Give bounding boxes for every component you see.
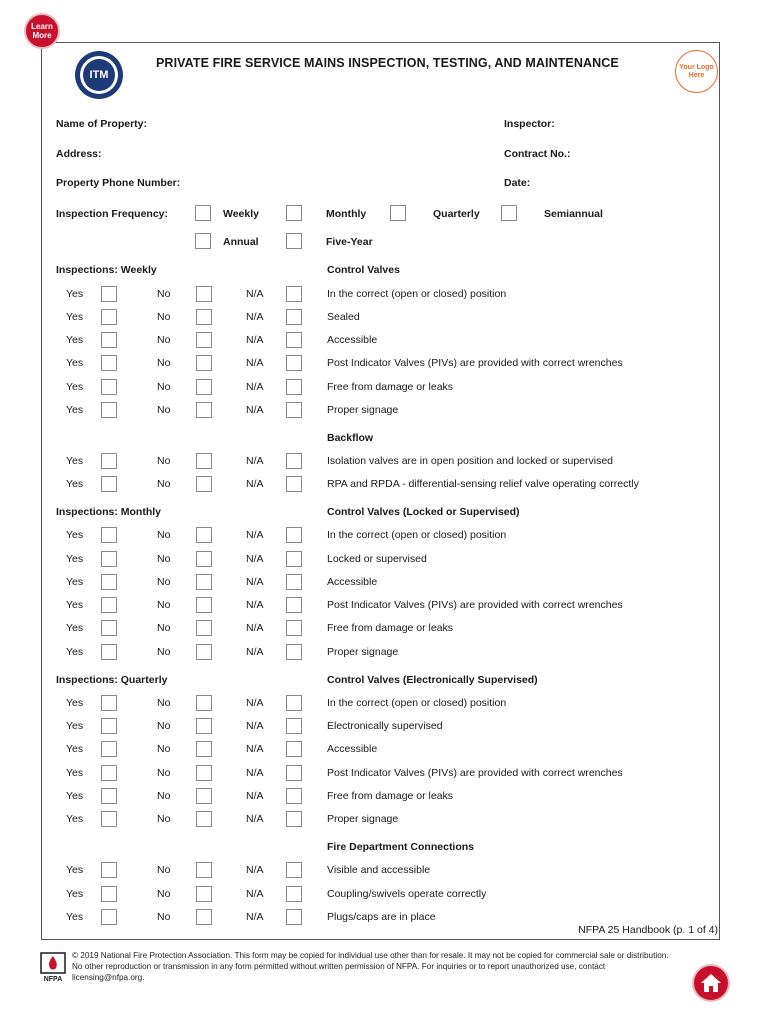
yes-checkbox[interactable] bbox=[101, 286, 117, 302]
no-checkbox[interactable] bbox=[196, 788, 212, 804]
no-label: No bbox=[157, 864, 171, 876]
no-label: No bbox=[157, 357, 171, 369]
na-checkbox[interactable] bbox=[286, 527, 302, 543]
yes-label: Yes bbox=[66, 813, 84, 825]
itm-logo-text: ITM bbox=[89, 69, 109, 81]
na-label: N/A bbox=[246, 767, 264, 779]
na-label: N/A bbox=[246, 911, 264, 923]
no-label: No bbox=[157, 404, 171, 416]
yes-label: Yes bbox=[66, 599, 84, 611]
yes-checkbox[interactable] bbox=[101, 476, 117, 492]
checklist-row bbox=[0, 888, 768, 908]
yes-label: Yes bbox=[66, 911, 84, 923]
checklist-item-description: Electronically supervised bbox=[327, 720, 443, 732]
frequency-annual-label: Annual bbox=[223, 236, 259, 248]
na-checkbox[interactable] bbox=[286, 741, 302, 757]
na-label: N/A bbox=[246, 790, 264, 802]
checklist-item-description: Sealed bbox=[327, 311, 360, 323]
checklist-item-description: Post Indicator Valves (PIVs) are provided with correct wrenches bbox=[327, 599, 623, 611]
frequency-monthly-checkbox[interactable] bbox=[286, 205, 302, 221]
na-checkbox[interactable] bbox=[286, 909, 302, 925]
no-label: No bbox=[157, 576, 171, 588]
na-checkbox[interactable] bbox=[286, 476, 302, 492]
checklist-item-description: Proper signage bbox=[327, 646, 399, 658]
na-checkbox[interactable] bbox=[286, 788, 302, 804]
checklist-row bbox=[0, 404, 768, 424]
yes-checkbox[interactable] bbox=[101, 695, 117, 711]
yes-label: Yes bbox=[66, 646, 84, 658]
section-title-fire-department-connections: Fire Department Connections bbox=[327, 841, 475, 853]
checklist-row bbox=[0, 767, 768, 787]
checklist-item-description: In the correct (open or closed) position bbox=[327, 529, 507, 541]
checklist-row bbox=[0, 381, 768, 401]
yes-checkbox[interactable] bbox=[101, 718, 117, 734]
inspection-frequency-label: Inspection Frequency: bbox=[56, 208, 169, 220]
no-checkbox[interactable] bbox=[196, 574, 212, 590]
na-checkbox[interactable] bbox=[286, 811, 302, 827]
address-label: Address: bbox=[56, 148, 102, 160]
checklist-row bbox=[0, 813, 768, 833]
yes-label: Yes bbox=[66, 455, 84, 467]
checklist-item-description: Coupling/swivels operate correctly bbox=[327, 888, 487, 900]
checklist-row bbox=[0, 790, 768, 810]
frequency-five-year-label: Five-Year bbox=[326, 236, 373, 248]
na-checkbox[interactable] bbox=[286, 597, 302, 613]
home-button[interactable] bbox=[692, 964, 730, 1002]
na-checkbox[interactable] bbox=[286, 574, 302, 590]
no-label: No bbox=[157, 646, 171, 658]
no-checkbox[interactable] bbox=[196, 476, 212, 492]
checklist-row bbox=[0, 720, 768, 740]
yes-label: Yes bbox=[66, 478, 84, 490]
checklist-item-description: Isolation valves are in open position and locked or supervised bbox=[327, 455, 614, 467]
property-phone-label: Property Phone Number: bbox=[56, 177, 181, 189]
checklist-item-description: Free from damage or leaks bbox=[327, 381, 454, 393]
checklist-item-description: Post Indicator Valves (PIVs) are provided with correct wrenches bbox=[327, 357, 623, 369]
yes-checkbox[interactable] bbox=[101, 527, 117, 543]
checklist-row bbox=[0, 288, 768, 308]
no-checkbox[interactable] bbox=[196, 765, 212, 781]
na-label: N/A bbox=[246, 553, 264, 565]
yes-checkbox[interactable] bbox=[101, 574, 117, 590]
yes-label: Yes bbox=[66, 790, 84, 802]
yes-label: Yes bbox=[66, 357, 84, 369]
yes-checkbox[interactable] bbox=[101, 909, 117, 925]
yes-checkbox[interactable] bbox=[101, 765, 117, 781]
learn-more-button[interactable] bbox=[24, 13, 60, 49]
home-icon bbox=[700, 973, 722, 993]
yes-checkbox[interactable] bbox=[101, 332, 117, 348]
frequency-monthly-label: Monthly bbox=[326, 208, 367, 220]
no-checkbox[interactable] bbox=[196, 811, 212, 827]
no-checkbox[interactable] bbox=[196, 551, 212, 567]
no-label: No bbox=[157, 455, 171, 467]
na-checkbox[interactable] bbox=[286, 620, 302, 636]
yes-label: Yes bbox=[66, 529, 84, 541]
no-checkbox[interactable] bbox=[196, 309, 212, 325]
na-label: N/A bbox=[246, 455, 264, 467]
checklist-row bbox=[0, 553, 768, 573]
form-title: PRIVATE FIRE SERVICE MAINS INSPECTION, TESTING, AND MAINTENANCE bbox=[156, 56, 619, 70]
checklist-item-description: Accessible bbox=[327, 743, 378, 755]
frequency-weekly-label: Weekly bbox=[223, 208, 259, 220]
no-checkbox[interactable] bbox=[196, 527, 212, 543]
yes-label: Yes bbox=[66, 311, 84, 323]
na-checkbox[interactable] bbox=[286, 718, 302, 734]
yes-label: Yes bbox=[66, 767, 84, 779]
checklist-row bbox=[0, 529, 768, 549]
copyright-notice: © 2019 National Fire Protection Association. This form may be copied for individual use other than for resale. It may not be copied for commercial sale or distribution. No other reproduction or transmission in any form permitted without written permission of NFPA. For inquiries or to report unauthorized use, contact licensing@nfpa.org. bbox=[72, 951, 669, 982]
no-label: No bbox=[157, 790, 171, 802]
checklist-row bbox=[0, 864, 768, 884]
frequency-semiannual-checkbox[interactable] bbox=[501, 205, 517, 221]
logo-placeholder-text: Your Logo Here bbox=[679, 63, 714, 79]
frequency-semiannual-label: Semiannual bbox=[544, 208, 603, 220]
na-checkbox[interactable] bbox=[286, 453, 302, 469]
yes-checkbox[interactable] bbox=[101, 402, 117, 418]
yes-label: Yes bbox=[66, 622, 84, 634]
checklist-item-description: In the correct (open or closed) position bbox=[327, 697, 507, 709]
contract-no-label: Contract No.: bbox=[504, 148, 571, 160]
checklist-row bbox=[0, 311, 768, 331]
no-label: No bbox=[157, 553, 171, 565]
yes-label: Yes bbox=[66, 576, 84, 588]
yes-checkbox[interactable] bbox=[101, 644, 117, 660]
na-label: N/A bbox=[246, 720, 264, 732]
no-label: No bbox=[157, 911, 171, 923]
na-checkbox[interactable] bbox=[286, 286, 302, 302]
yes-checkbox[interactable] bbox=[101, 551, 117, 567]
no-checkbox[interactable] bbox=[196, 644, 212, 660]
no-checkbox[interactable] bbox=[196, 355, 212, 371]
checklist-item-description: Proper signage bbox=[327, 404, 399, 416]
no-label: No bbox=[157, 478, 171, 490]
frequency-quarterly-checkbox[interactable] bbox=[390, 205, 406, 221]
na-label: N/A bbox=[246, 311, 264, 323]
na-label: N/A bbox=[246, 478, 264, 490]
no-label: No bbox=[157, 697, 171, 709]
no-label: No bbox=[157, 599, 171, 611]
yes-checkbox[interactable] bbox=[101, 741, 117, 757]
date-label: Date: bbox=[504, 177, 531, 189]
checklist-item-description: In the correct (open or closed) position bbox=[327, 288, 507, 300]
yes-label: Yes bbox=[66, 381, 84, 393]
na-label: N/A bbox=[246, 404, 264, 416]
na-label: N/A bbox=[246, 529, 264, 541]
frequency-quarterly-label: Quarterly bbox=[433, 208, 480, 220]
yes-checkbox[interactable] bbox=[101, 862, 117, 878]
no-checkbox[interactable] bbox=[196, 453, 212, 469]
yes-checkbox[interactable] bbox=[101, 597, 117, 613]
na-label: N/A bbox=[246, 697, 264, 709]
checklist-row bbox=[0, 478, 768, 498]
no-checkbox[interactable] bbox=[196, 718, 212, 734]
frequency-annual-checkbox[interactable] bbox=[195, 233, 211, 249]
frequency-weekly-checkbox[interactable] bbox=[195, 205, 211, 221]
yes-checkbox[interactable] bbox=[101, 309, 117, 325]
yes-checkbox[interactable] bbox=[101, 453, 117, 469]
no-label: No bbox=[157, 743, 171, 755]
na-checkbox[interactable] bbox=[286, 379, 302, 395]
page-number: NFPA 25 Handbook (p. 1 of 4) bbox=[578, 924, 718, 936]
no-checkbox[interactable] bbox=[196, 909, 212, 925]
frequency-five-year-checkbox[interactable] bbox=[286, 233, 302, 249]
na-checkbox[interactable] bbox=[286, 695, 302, 711]
na-label: N/A bbox=[246, 288, 264, 300]
na-checkbox[interactable] bbox=[286, 886, 302, 902]
na-checkbox[interactable] bbox=[286, 862, 302, 878]
yes-label: Yes bbox=[66, 334, 84, 346]
yes-checkbox[interactable] bbox=[101, 355, 117, 371]
no-checkbox[interactable] bbox=[196, 886, 212, 902]
no-label: No bbox=[157, 288, 171, 300]
yes-label: Yes bbox=[66, 720, 84, 732]
yes-checkbox[interactable] bbox=[101, 620, 117, 636]
na-label: N/A bbox=[246, 864, 264, 876]
yes-label: Yes bbox=[66, 288, 84, 300]
checklist-row bbox=[0, 357, 768, 377]
na-checkbox[interactable] bbox=[286, 644, 302, 660]
na-label: N/A bbox=[246, 599, 264, 611]
logo-placeholder bbox=[675, 50, 718, 93]
name-of-property-label: Name of Property: bbox=[56, 118, 148, 130]
section-title-control-valves: Control Valves bbox=[327, 264, 400, 276]
no-checkbox[interactable] bbox=[196, 286, 212, 302]
nfpa-logo-text: NFPA bbox=[43, 976, 63, 982]
section-title-control-valves-locked: Control Valves (Locked or Supervised) bbox=[327, 506, 520, 518]
checklist-item-description: Post Indicator Valves (PIVs) are provided with correct wrenches bbox=[327, 767, 623, 779]
yes-label: Yes bbox=[66, 697, 84, 709]
na-checkbox[interactable] bbox=[286, 332, 302, 348]
section-title-monthly: Inspections: Monthly bbox=[56, 506, 161, 518]
checklist-item-description: Free from damage or leaks bbox=[327, 790, 454, 802]
na-label: N/A bbox=[246, 646, 264, 658]
yes-checkbox[interactable] bbox=[101, 811, 117, 827]
no-checkbox[interactable] bbox=[196, 332, 212, 348]
no-label: No bbox=[157, 888, 171, 900]
no-checkbox[interactable] bbox=[196, 862, 212, 878]
no-label: No bbox=[157, 334, 171, 346]
checklist-item-description: Accessible bbox=[327, 576, 378, 588]
na-checkbox[interactable] bbox=[286, 765, 302, 781]
nfpa-logo bbox=[40, 952, 66, 982]
checklist-item-description: Free from damage or leaks bbox=[327, 622, 454, 634]
na-label: N/A bbox=[246, 381, 264, 393]
na-label: N/A bbox=[246, 813, 264, 825]
yes-checkbox[interactable] bbox=[101, 788, 117, 804]
no-label: No bbox=[157, 767, 171, 779]
no-checkbox[interactable] bbox=[196, 695, 212, 711]
checklist-item-description: Proper signage bbox=[327, 813, 399, 825]
yes-label: Yes bbox=[66, 743, 84, 755]
na-checkbox[interactable] bbox=[286, 551, 302, 567]
checklist-row bbox=[0, 599, 768, 619]
no-checkbox[interactable] bbox=[196, 379, 212, 395]
no-checkbox[interactable] bbox=[196, 620, 212, 636]
no-checkbox[interactable] bbox=[196, 741, 212, 757]
na-label: N/A bbox=[246, 334, 264, 346]
checklist-row bbox=[0, 697, 768, 717]
yes-label: Yes bbox=[66, 553, 84, 565]
yes-checkbox[interactable] bbox=[101, 886, 117, 902]
learn-more-label: Learn More bbox=[31, 22, 53, 40]
checklist-row bbox=[0, 455, 768, 475]
yes-label: Yes bbox=[66, 404, 84, 416]
no-label: No bbox=[157, 529, 171, 541]
section-title-control-valves-electronic: Control Valves (Electronically Supervised) bbox=[327, 674, 538, 686]
checklist-item-description: RPA and RPDA - differential-sensing relief valve operating correctly bbox=[327, 478, 639, 490]
no-label: No bbox=[157, 381, 171, 393]
checklist-item-description: Plugs/caps are in place bbox=[327, 911, 436, 923]
yes-checkbox[interactable] bbox=[101, 379, 117, 395]
itm-badge-logo bbox=[74, 50, 124, 100]
na-checkbox[interactable] bbox=[286, 309, 302, 325]
checklist-row bbox=[0, 622, 768, 642]
na-label: N/A bbox=[246, 357, 264, 369]
checklist-row bbox=[0, 646, 768, 666]
checklist-item-description: Accessible bbox=[327, 334, 378, 346]
no-checkbox[interactable] bbox=[196, 597, 212, 613]
na-checkbox[interactable] bbox=[286, 402, 302, 418]
na-label: N/A bbox=[246, 622, 264, 634]
checklist-row bbox=[0, 743, 768, 763]
checklist-item-description: Visible and accessible bbox=[327, 864, 431, 876]
inspector-label: Inspector: bbox=[504, 118, 555, 130]
checklist-row bbox=[0, 576, 768, 596]
na-label: N/A bbox=[246, 576, 264, 588]
no-label: No bbox=[157, 311, 171, 323]
no-label: No bbox=[157, 720, 171, 732]
no-label: No bbox=[157, 813, 171, 825]
checklist-row bbox=[0, 334, 768, 354]
section-title-quarterly: Inspections: Quarterly bbox=[56, 674, 168, 686]
yes-label: Yes bbox=[66, 888, 84, 900]
na-label: N/A bbox=[246, 743, 264, 755]
no-label: No bbox=[157, 622, 171, 634]
section-title-weekly: Inspections: Weekly bbox=[56, 264, 157, 276]
no-checkbox[interactable] bbox=[196, 402, 212, 418]
checklist-item-description: Locked or supervised bbox=[327, 553, 427, 565]
na-checkbox[interactable] bbox=[286, 355, 302, 371]
section-title-backflow: Backflow bbox=[327, 432, 374, 444]
yes-label: Yes bbox=[66, 864, 84, 876]
na-label: N/A bbox=[246, 888, 264, 900]
